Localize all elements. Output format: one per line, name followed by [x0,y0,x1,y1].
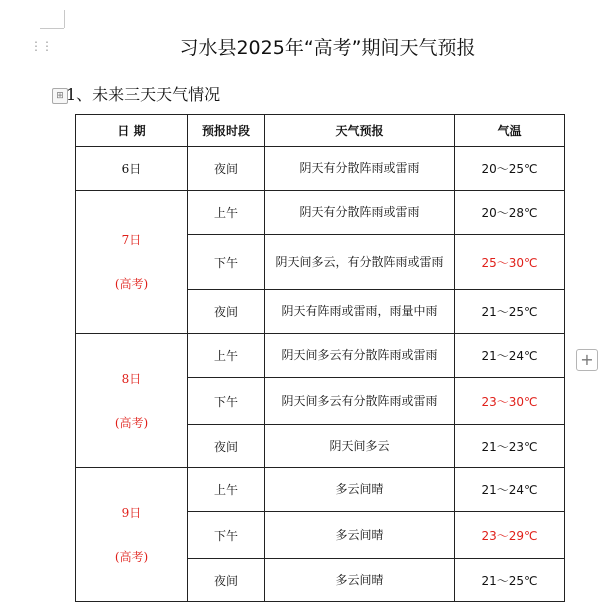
forecast-cell: 阴天间多云有分散阵雨或雷雨 [265,378,455,425]
header-temperature: 气温 [455,115,565,147]
temperature-cell: 20～25℃ [455,147,565,191]
date-cell [76,468,188,602]
date-cell [76,191,188,334]
temperature-cell: 21～23℃ [455,425,565,468]
table-row [76,468,565,512]
table-header-row [76,115,565,147]
date-label: 6日 [121,161,142,176]
forecast-cell: 阴天有阵雨或雷雨，雨量中雨 [265,290,455,334]
exam-label: (高考) [114,549,149,564]
plus-icon[interactable]: + [576,349,598,371]
forecast-cell: 阴天有分散阵雨或雷雨 [265,147,455,191]
period-cell: 下午 [188,378,265,425]
table-row [76,147,565,191]
period-cell: 上午 [188,468,265,512]
date-label: 8日 [121,371,142,386]
period-cell: 下午 [188,235,265,290]
table-row [76,334,565,378]
period-cell: 夜间 [188,425,265,468]
crop-mark-vertical [64,10,65,28]
date-label: 9日 [121,505,142,520]
table-move-icon[interactable]: ⊞ [52,88,68,104]
forecast-cell: 阴天间多云，有分散阵雨或雷雨 [265,235,455,290]
weather-forecast-table [75,114,565,602]
header-date: 日 期 [76,115,188,147]
forecast-cell: 多云间晴 [265,559,455,602]
drag-dots-icon[interactable]: ⋮⋮ [30,39,52,53]
period-cell: 上午 [188,334,265,378]
date-cell [76,334,188,468]
temperature-cell: 21～24℃ [455,334,565,378]
date-cell [76,147,188,191]
temperature-cell: 23～30℃ [455,378,565,425]
document-title: 习水县2025年“高考”期间天气预报 [179,37,476,59]
forecast-cell: 阴天有分散阵雨或雷雨 [265,191,455,235]
period-cell: 下午 [188,512,265,559]
temperature-cell: 21～25℃ [455,290,565,334]
forecast-cell: 多云间晴 [265,468,455,512]
temperature-cell: 23～29℃ [455,512,565,559]
table-row [76,191,565,235]
temperature-cell: 21～24℃ [455,468,565,512]
forecast-cell: 阴天间多云有分散阵雨或雷雨 [265,334,455,378]
exam-label: (高考) [114,415,149,430]
period-cell: 夜间 [188,559,265,602]
forecast-cell: 阴天间多云 [265,425,455,468]
temperature-cell: 25～30℃ [455,235,565,290]
header-period: 预报时段 [188,115,265,147]
period-cell: 夜间 [188,147,265,191]
temperature-cell: 20～28℃ [455,191,565,235]
crop-mark-horizontal [40,28,64,29]
temperature-cell: 21～25℃ [455,559,565,602]
date-label: 7日 [121,233,142,247]
header-forecast: 天气预报 [265,115,455,147]
forecast-cell: 多云间晴 [265,512,455,559]
period-cell: 上午 [188,191,265,235]
period-cell: 夜间 [188,290,265,334]
section-heading: 1、未来三天天气情况 [66,85,221,104]
exam-label: (高考) [114,277,149,291]
